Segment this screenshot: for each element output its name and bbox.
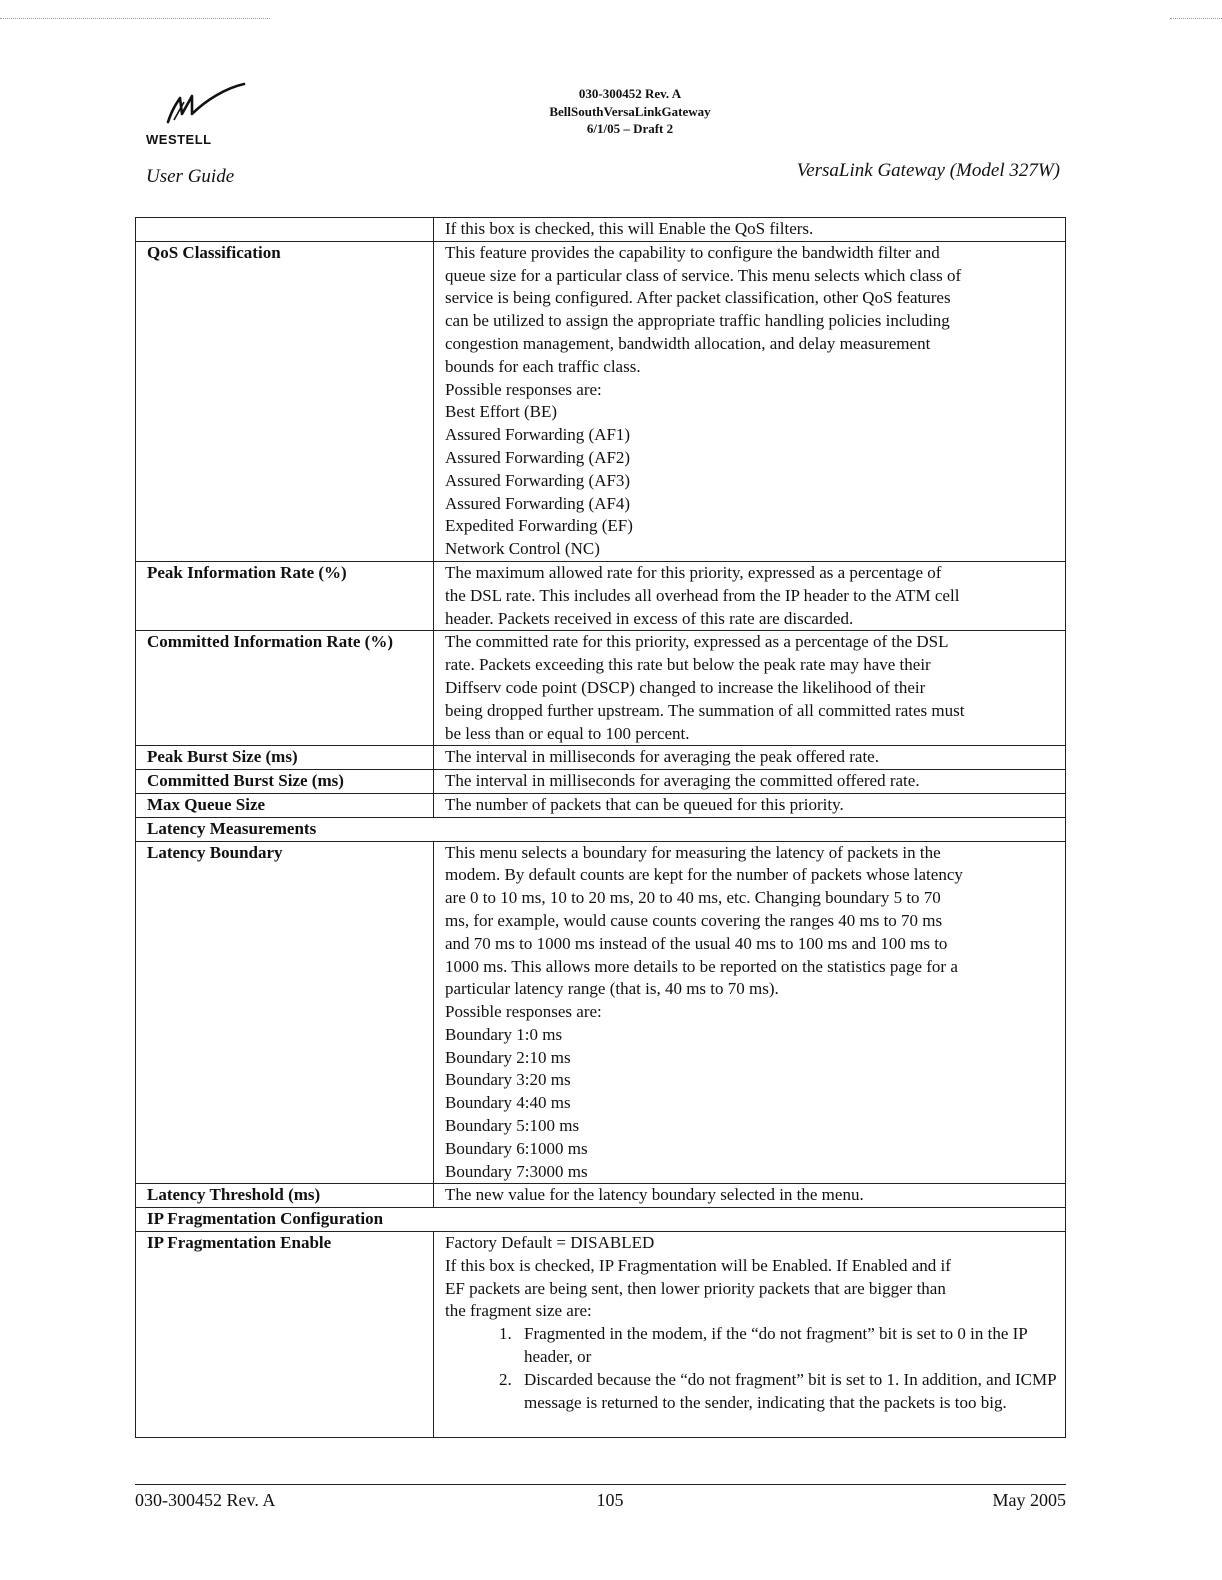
description-line: are 0 to 10 ms, 10 to 20 ms, 20 to 40 ms, etc. Changing boundary 5 to 70 (445, 888, 941, 908)
description-line: Assured Forwarding (AF4) (445, 493, 631, 513)
header-left-title: User Guide (146, 166, 235, 187)
parameter-description (434, 561, 1066, 630)
section-row (136, 1208, 1066, 1232)
parameter-name: Committed Information Rate (%) (136, 631, 434, 746)
list-item: 1. Fragmented in the modem, if the “do not fragment” bit is set to 0 in the IP header, or (516, 1323, 1057, 1369)
description-line: can be utilized to assign the appropriate traffic handling policies including (445, 311, 950, 331)
description-line: The committed rate for this priority, expressed as a percentage of the DSL (445, 632, 949, 652)
description-line: The number of packets that can be queued for this priority. (445, 794, 844, 814)
westell-logo (146, 82, 266, 152)
page-number: 105 (596, 1490, 624, 1510)
table-row (136, 793, 1066, 817)
parameter-description (434, 631, 1066, 746)
description-line: Boundary 3:20 ms (445, 1070, 571, 1090)
description-line: Assured Forwarding (AF2) (445, 447, 631, 467)
footer-rule (135, 1484, 1066, 1485)
parameter-description (434, 793, 1066, 817)
parameter-name: Latency Threshold (ms) (136, 1184, 434, 1208)
description-line: Boundary 7:3000 ms (445, 1161, 588, 1181)
parameter-name: QoS Classification (136, 241, 434, 561)
description-line: congestion management, bandwidth allocation, and delay measurement (445, 333, 931, 353)
section-heading: IP Fragmentation Configuration (136, 1208, 1066, 1232)
table-row (136, 241, 1066, 561)
description-line: and 70 ms to 1000 ms instead of the usual 40 ms to 100 ms and 100 ms to (445, 933, 948, 953)
description-line: bounds for each traffic class. (445, 356, 641, 376)
description-line: If this box is checked, IP Fragmentation will be Enabled. If Enabled and if (445, 1255, 951, 1275)
description-line: Network Control (NC) (445, 539, 600, 559)
description-line: Best Effort (BE) (445, 402, 558, 422)
description-line: the DSL rate. This includes all overhead from the IP header to the ATM cell (445, 585, 960, 605)
description-line: Possible responses are: (445, 1002, 602, 1022)
table-row (136, 841, 1066, 1184)
description-line: Factory Default = DISABLED (445, 1233, 655, 1253)
doc-id-line-3: 6/1/05 – Draft 2 (586, 121, 674, 136)
parameter-description (434, 241, 1066, 561)
description-line: The interval in milliseconds for averaging the peak offered rate. (445, 747, 879, 767)
description-line: the fragment size are: (445, 1301, 592, 1321)
description-line: The new value for the latency boundary selected in the menu. (445, 1185, 864, 1205)
description-line: ms, for example, would cause counts covering the ranges 40 ms to 70 ms (445, 910, 943, 930)
parameter-name: Committed Burst Size (ms) (136, 770, 434, 794)
description-line: Assured Forwarding (AF1) (445, 425, 631, 445)
description-line: Diffserv code point (DSCP) changed to increase the likelihood of their (445, 677, 926, 697)
parameter-name: Latency Boundary (136, 841, 434, 1184)
description-line: The maximum allowed rate for this priority, expressed as a percentage of (445, 562, 942, 582)
description-line: This menu selects a boundary for measuring the latency of packets in the (445, 842, 941, 862)
description-line: service is being configured. After packet classification, other QoS features (445, 288, 951, 308)
parameter-description (434, 746, 1066, 770)
description-line: EF packets are being sent, then lower priority packets that are bigger than (445, 1278, 946, 1298)
description-line: Boundary 5:100 ms (445, 1116, 580, 1136)
logo-wordmark: WESTELL (146, 132, 212, 147)
table-row (136, 561, 1066, 630)
parameter-description (434, 841, 1066, 1184)
description-line: Possible responses are: (445, 379, 602, 399)
description-line: If this box is checked, this will Enable the QoS filters. (445, 219, 814, 238)
description-line: Assured Forwarding (AF3) (445, 470, 631, 490)
scan-artifact (1170, 18, 1222, 19)
doc-id-line-1: 030-300452 Rev. A (578, 86, 682, 101)
parameter-name (136, 218, 434, 242)
parameter-description (434, 770, 1066, 794)
description-line: Boundary 1:0 ms (445, 1024, 563, 1044)
description-line: Boundary 4:40 ms (445, 1093, 571, 1113)
description-line: be less than or equal to 100 percent. (445, 723, 690, 743)
description-line: The interval in milliseconds for averaging the committed offered rate. (445, 771, 920, 791)
list-item: 2. Discarded because the “do not fragment” bit is set to 1. In addition, and ICMP message is returned to the sender, indicating that the packets is too big. (516, 1369, 1057, 1415)
parameter-description (434, 218, 1066, 242)
parameters-table (135, 217, 1066, 1438)
table-row (136, 1232, 1066, 1438)
table-row (136, 770, 1066, 794)
footer-date: May 2005 (992, 1490, 1066, 1510)
parameter-name: IP Fragmentation Enable (136, 1232, 434, 1438)
description-line: This feature provides the capability to configure the bandwidth filter and (445, 242, 940, 262)
parameter-name: Peak Information Rate (%) (136, 561, 434, 630)
description-line: Boundary 6:1000 ms (445, 1138, 588, 1158)
westell-logo-mark (146, 82, 246, 130)
doc-id-line-2: BellSouthVersaLinkGateway (549, 104, 711, 119)
table-row (136, 746, 1066, 770)
description-line: 1000 ms. This allows more details to be reported on the statistics page for a (445, 956, 958, 976)
description-line: Expedited Forwarding (EF) (445, 516, 633, 536)
section-row (136, 817, 1066, 841)
table-row (136, 631, 1066, 746)
scan-artifact (0, 18, 270, 19)
description-line: queue size for a particular class of service. This menu selects which class of (445, 265, 962, 285)
table-row (136, 1184, 1066, 1208)
description-line: rate. Packets exceeding this rate but below the peak rate may have their (445, 655, 931, 675)
blank-line (445, 1414, 1057, 1437)
description-line: header. Packets received in excess of this rate are discarded. (445, 608, 854, 628)
description-line: being dropped further upstream. The summation of all committed rates must (445, 700, 965, 720)
parameters-table-body (136, 218, 1066, 1438)
parameter-description (434, 1232, 1066, 1438)
parameter-name: Peak Burst Size (ms) (136, 746, 434, 770)
description-line: Boundary 2:10 ms (445, 1047, 571, 1067)
parameter-description (434, 1184, 1066, 1208)
parameter-name: Max Queue Size (136, 793, 434, 817)
footer-doc-id: 030-300452 Rev. A (135, 1490, 276, 1510)
description-line: particular latency range (that is, 40 ms to 70 ms). (445, 979, 779, 999)
header-right-title: VersaLink Gateway (Model 327W) (796, 160, 1060, 181)
fragmentation-list (445, 1323, 1057, 1414)
description-line: modem. By default counts are kept for the number of packets whose latency (445, 865, 963, 885)
table-row (136, 218, 1066, 242)
section-heading: Latency Measurements (136, 817, 1066, 841)
